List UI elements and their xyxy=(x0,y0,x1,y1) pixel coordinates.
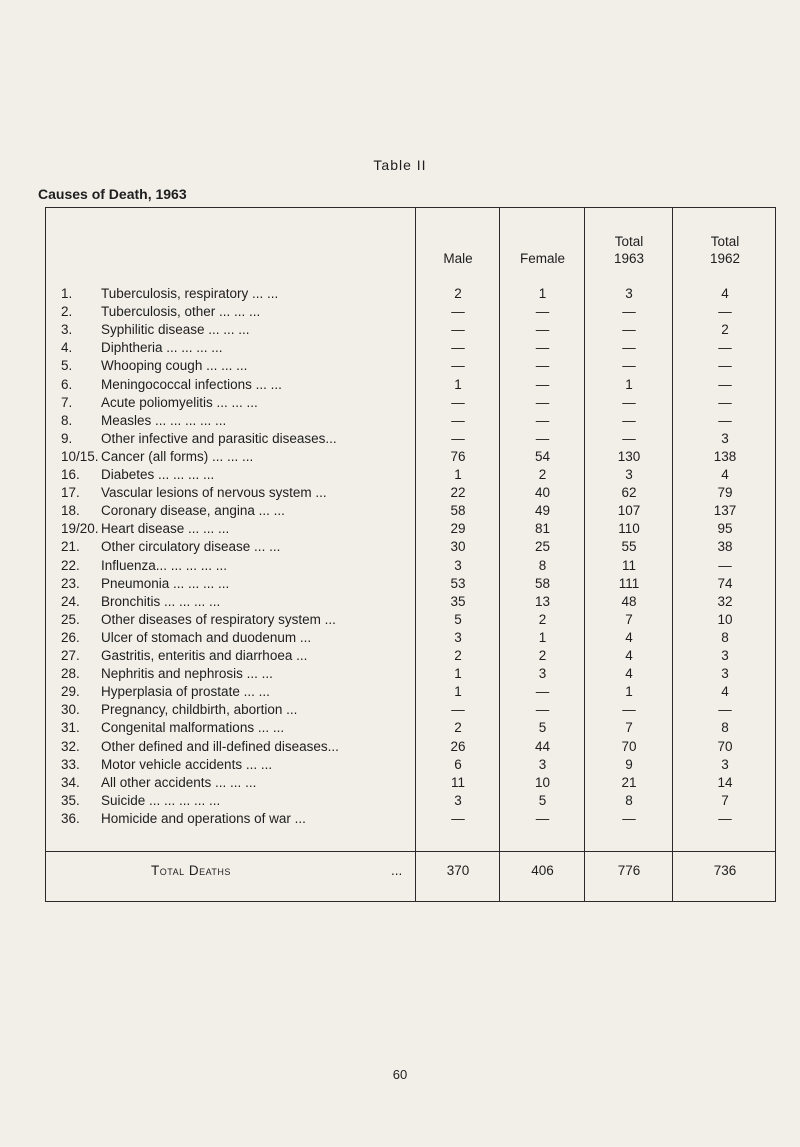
male-count: 3 xyxy=(454,792,462,808)
cause-label: Other defined and ill-defined diseases... xyxy=(101,738,339,754)
header-total-1962: Total 1962 xyxy=(709,234,741,266)
cause-label: Homicide and operations of war ... xyxy=(101,810,306,826)
female-count: — xyxy=(535,684,550,700)
total-1962-count: 4 xyxy=(721,286,729,301)
header-total-1963: Total 1963 xyxy=(613,234,645,266)
cause-label: Measles ... ... ... ... ... xyxy=(101,412,227,428)
total-row xyxy=(46,859,775,883)
female-count: 54 xyxy=(534,448,551,464)
total-1963: 776 xyxy=(617,863,641,878)
row-number: 19/20. xyxy=(61,521,99,537)
total-1962-count: 4 xyxy=(721,684,729,700)
cause-label: Pregnancy, childbirth, abortion ... xyxy=(101,702,298,718)
total-female: 406 xyxy=(531,863,554,878)
total-1963-count: — xyxy=(622,412,636,428)
total-1962-count: 79 xyxy=(717,485,733,501)
row-number: 21. xyxy=(61,539,80,555)
total-1963-count: 107 xyxy=(617,503,641,519)
row-number: 27. xyxy=(61,648,80,663)
female-count: 10 xyxy=(534,774,551,790)
male-count: 30 xyxy=(450,539,466,555)
male-count: 1 xyxy=(454,666,462,682)
table-row xyxy=(46,756,775,774)
causes-of-death-table xyxy=(45,207,776,902)
total-1963-count: 62 xyxy=(621,485,637,501)
total-1962-count: 3 xyxy=(721,430,729,446)
male-count: — xyxy=(451,358,465,374)
table-row xyxy=(46,357,775,375)
female-count: 49 xyxy=(534,503,551,519)
female-count: 25 xyxy=(534,539,551,555)
row-number: 34. xyxy=(61,774,80,790)
total-1963-count: — xyxy=(622,340,636,356)
row-number: 18. xyxy=(61,503,80,519)
table-row xyxy=(46,285,775,303)
male-count: 1 xyxy=(454,376,462,392)
total-1963-count: 48 xyxy=(621,593,637,609)
table-row xyxy=(46,701,775,719)
female-count: 2 xyxy=(538,648,547,663)
total-1963-count: — xyxy=(622,358,636,374)
total-1962-count: 3 xyxy=(721,666,729,682)
total-1963-count: 8 xyxy=(625,792,633,808)
total-1962-count: — xyxy=(718,810,732,826)
table-row xyxy=(46,303,775,321)
table-row xyxy=(46,448,775,466)
total-1962-count: 8 xyxy=(721,629,729,645)
female-count: 13 xyxy=(534,593,551,609)
table-row xyxy=(46,575,775,593)
total-1963-count: 4 xyxy=(625,648,633,663)
total-1962: 736 xyxy=(713,863,737,878)
total-1962-count: 38 xyxy=(717,539,733,555)
row-number: 23. xyxy=(61,575,80,591)
cause-label: Coronary disease, angina ... ... xyxy=(101,503,285,519)
total-1962-count: — xyxy=(718,557,732,573)
male-count: 2 xyxy=(454,286,462,301)
total-divider xyxy=(46,851,775,852)
male-count: 2 xyxy=(454,648,462,663)
row-number: 33. xyxy=(61,756,80,772)
row-number: 26. xyxy=(61,629,80,645)
cause-label: Suicide ... ... ... ... ... xyxy=(101,792,221,808)
total-1962-count: 10 xyxy=(717,611,733,627)
cause-label: Heart disease ... ... ... xyxy=(101,521,230,537)
table-row xyxy=(46,339,775,357)
cause-label: Ulcer of stomach and duodenum ... xyxy=(101,629,312,645)
total-1962-count: 3 xyxy=(721,756,729,772)
total-1962-count: 70 xyxy=(717,738,733,754)
male-count: 22 xyxy=(450,485,466,501)
table-row xyxy=(46,611,775,629)
row-number: 31. xyxy=(61,720,80,736)
table-row xyxy=(46,774,775,792)
male-count: — xyxy=(451,394,465,410)
row-number: 22. xyxy=(61,557,80,573)
row-number: 7. xyxy=(61,394,73,410)
female-count: 2 xyxy=(538,467,547,482)
table-row xyxy=(46,412,775,430)
total-1963-count: 1 xyxy=(625,684,633,700)
row-number: 8. xyxy=(61,412,73,428)
male-count: 1 xyxy=(454,684,462,700)
total-1962-count: 32 xyxy=(717,593,733,609)
female-count: 44 xyxy=(534,738,551,754)
table-row xyxy=(46,376,775,394)
header-male: Male xyxy=(443,251,473,266)
total-1962-count: 138 xyxy=(713,448,737,464)
female-count: 2 xyxy=(538,611,547,627)
female-count: — xyxy=(535,394,550,410)
table-row xyxy=(46,810,775,828)
cause-label: Motor vehicle accidents ... ... xyxy=(101,756,273,772)
cause-label: Diabetes ... ... ... ... xyxy=(101,467,215,482)
female-count: — xyxy=(535,304,550,320)
total-1963-count: — xyxy=(622,702,636,718)
total-label: Total Deaths xyxy=(151,863,231,878)
female-count: — xyxy=(535,340,550,356)
row-number: 30. xyxy=(61,702,80,718)
male-count: 3 xyxy=(454,557,462,573)
female-count: — xyxy=(535,358,550,374)
total-1963-count: 7 xyxy=(625,720,633,736)
cause-label: All other accidents ... ... ... xyxy=(101,774,257,790)
cause-label: Acute poliomyelitis ... ... ... xyxy=(101,394,258,410)
cause-label: Bronchitis ... ... ... ... xyxy=(101,593,221,609)
table-row xyxy=(46,520,775,538)
row-number: 1. xyxy=(61,286,73,301)
total-1963-count: 130 xyxy=(617,448,641,464)
cause-label: Meningococcal infections ... ... xyxy=(101,376,282,392)
total-1963-count: 1 xyxy=(625,376,633,392)
total-1963-count: 9 xyxy=(625,756,633,772)
total-1962-count: 137 xyxy=(713,503,737,519)
cause-label: Influenza... ... ... ... ... xyxy=(101,557,228,573)
total-1963-count: 111 xyxy=(618,575,640,591)
male-count: — xyxy=(451,322,465,338)
row-number: 32. xyxy=(61,738,80,754)
table-row xyxy=(46,792,775,810)
male-count: — xyxy=(451,304,465,320)
total-1963-count: — xyxy=(622,304,636,320)
table-row xyxy=(46,738,775,756)
total-1962-count: — xyxy=(718,358,732,374)
total-1963-count: — xyxy=(622,810,636,826)
row-number: 17. xyxy=(61,485,80,501)
row-number: 16. xyxy=(61,467,80,482)
total-1963-count: 3 xyxy=(625,467,633,482)
total-1962-count: 2 xyxy=(721,322,729,338)
total-1962-count: 3 xyxy=(721,648,729,663)
cause-label: Congenital malformations ... ... xyxy=(101,720,285,736)
female-count: 1 xyxy=(538,286,547,301)
total-1963-count: — xyxy=(622,430,636,446)
cause-label: Other infective and parasitic diseases... xyxy=(101,430,337,446)
total-1963-count: — xyxy=(622,394,636,410)
cause-label: Vascular lesions of nervous system ... xyxy=(101,485,327,501)
male-count: 76 xyxy=(450,448,466,464)
total-male: 370 xyxy=(446,863,470,878)
row-number: 24. xyxy=(61,593,80,609)
row-number: 2. xyxy=(61,304,73,320)
male-count: — xyxy=(451,810,465,826)
cause-label: Cancer (all forms) ... ... ... xyxy=(101,448,254,464)
total-1962-count: — xyxy=(718,412,732,428)
cause-label: Diphtheria ... ... ... ... xyxy=(101,340,223,356)
male-count: — xyxy=(451,702,465,718)
male-count: — xyxy=(451,340,465,356)
table-row xyxy=(46,430,775,448)
male-count: 6 xyxy=(454,756,462,772)
total-1963-count: — xyxy=(622,322,636,338)
total-1963-count: 110 xyxy=(618,521,640,537)
total-1963-count: 11 xyxy=(621,557,636,573)
male-count: — xyxy=(451,412,465,428)
table-row xyxy=(46,629,775,647)
female-count: — xyxy=(535,412,550,428)
row-number: 10/15. xyxy=(61,448,99,464)
male-count: 26 xyxy=(450,738,466,754)
table-row xyxy=(46,557,775,575)
total-1962-count: — xyxy=(718,340,732,356)
page-number: 60 xyxy=(392,1067,408,1082)
total-1963-count: 55 xyxy=(621,539,637,555)
cause-label: Tuberculosis, other ... ... ... xyxy=(101,304,261,320)
row-number: 4. xyxy=(61,340,73,356)
total-1962-count: — xyxy=(718,702,732,718)
table-row xyxy=(46,593,775,611)
table-row xyxy=(46,484,775,502)
female-count: 3 xyxy=(538,666,547,682)
row-number: 6. xyxy=(61,376,73,392)
male-count: 5 xyxy=(454,611,462,627)
row-number: 28. xyxy=(61,666,80,682)
male-count: 58 xyxy=(450,503,466,519)
row-number: 5. xyxy=(61,358,73,374)
row-number: 25. xyxy=(61,611,80,627)
total-1962-count: — xyxy=(718,394,732,410)
row-number: 29. xyxy=(61,684,80,700)
female-count: — xyxy=(535,810,550,826)
header-female: Female xyxy=(519,251,565,266)
male-count: 1 xyxy=(454,467,462,482)
female-count: 81 xyxy=(534,521,551,537)
male-count: 3 xyxy=(454,629,462,645)
total-1963-count: 4 xyxy=(625,629,633,645)
row-number: 3. xyxy=(61,322,73,338)
female-count: — xyxy=(535,322,550,338)
total-1963-count: 3 xyxy=(625,286,633,301)
cause-label: Nephritis and nephrosis ... ... xyxy=(101,666,273,682)
total-1962-count: — xyxy=(718,304,732,320)
female-count: 1 xyxy=(538,629,547,645)
total-1962-count: — xyxy=(718,376,732,392)
table-caption: Causes of Death, 1963 xyxy=(38,186,187,202)
table-row xyxy=(46,665,775,683)
male-count: 35 xyxy=(450,593,466,609)
total-1963-count: 70 xyxy=(621,738,637,754)
female-count: — xyxy=(535,430,550,446)
cause-label: Other circulatory disease ... ... xyxy=(101,539,281,555)
cause-label: Tuberculosis, respiratory ... ... xyxy=(101,286,279,301)
cause-label: Whooping cough ... ... ... xyxy=(101,358,248,374)
total-1962-count: 7 xyxy=(721,792,729,808)
male-count: — xyxy=(451,430,465,446)
cause-label: Other diseases of respiratory system ... xyxy=(101,611,336,627)
female-count: 40 xyxy=(534,485,551,501)
total-1963-count: 4 xyxy=(625,666,633,682)
female-count: — xyxy=(535,702,550,718)
total-1962-count: 74 xyxy=(717,575,733,591)
male-count: 29 xyxy=(450,521,466,537)
table-row xyxy=(46,719,775,737)
total-1962-count: 95 xyxy=(717,521,733,537)
table-row xyxy=(46,538,775,556)
cause-label: Pneumonia ... ... ... ... xyxy=(101,575,230,591)
table-title: Table II xyxy=(373,157,427,173)
female-count: 8 xyxy=(538,557,547,573)
cause-label: Gastritis, enteritis and diarrhoea ... xyxy=(101,648,308,663)
total-1962-count: 4 xyxy=(721,467,729,482)
row-number: 35. xyxy=(61,792,80,808)
table-row xyxy=(46,394,775,412)
cause-label: Syphilitic disease ... ... ... xyxy=(101,322,250,338)
table-row xyxy=(46,321,775,339)
total-1962-count: 8 xyxy=(721,720,729,736)
table-row xyxy=(46,683,775,701)
male-count: 53 xyxy=(450,575,466,591)
table-row xyxy=(46,502,775,520)
total-1962-count: 14 xyxy=(717,774,733,790)
total-dots: ... xyxy=(391,863,403,878)
female-count: 58 xyxy=(534,575,551,591)
table-row xyxy=(46,647,775,665)
female-count: 5 xyxy=(538,792,547,808)
female-count: 5 xyxy=(538,720,547,736)
table-row xyxy=(46,466,775,484)
row-number: 9. xyxy=(61,430,73,446)
female-count: — xyxy=(535,376,550,392)
total-1963-count: 21 xyxy=(621,774,637,790)
total-1963-count: 7 xyxy=(625,611,633,627)
cause-label: Hyperplasia of prostate ... ... xyxy=(101,684,270,700)
row-number: 36. xyxy=(61,810,80,826)
male-count: 11 xyxy=(450,774,465,790)
male-count: 2 xyxy=(454,720,462,736)
female-count: 3 xyxy=(538,756,547,772)
